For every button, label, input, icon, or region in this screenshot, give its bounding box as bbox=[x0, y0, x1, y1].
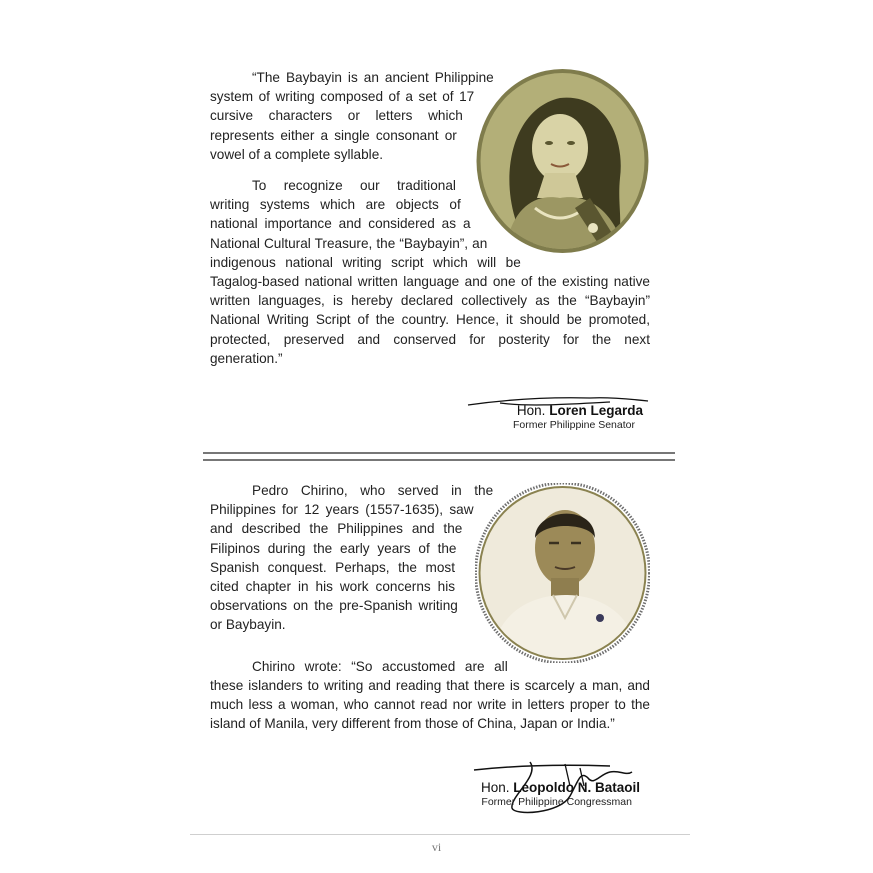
portrait-bataoil bbox=[475, 483, 650, 663]
bataoil-paragraph-2: Chirino wrote: “So accustomed are all these islanders to writing and reading that there is scarcely a man, and much less a woman, who cannot read nor write in letters proper to the island of Manila, very different from those of China, Japan or India.” bbox=[210, 658, 650, 732]
portrait-bataoil-image bbox=[475, 483, 650, 663]
legarda-signature-block bbox=[440, 393, 643, 431]
portrait-legarda bbox=[475, 68, 650, 254]
legarda-paragraph-2: To recognize our traditional writing systems which are objects of national importance and considered as a National Cultural Treasure, the “Baybayin”, an indigenous national writing script which will be Tagalog-based national written language and one of the existing native written languages, is hereby declared collectively as the “Baybayin” National Writing Script of the country. Hence, it should be promoted, protected, preserved and conserved for posterity for the next generation.” bbox=[210, 178, 650, 366]
legarda-name bbox=[440, 403, 643, 418]
bataoil-title: Former Philippine Congressman bbox=[481, 796, 632, 808]
bataoil-name bbox=[430, 780, 640, 795]
legarda-title: Former Philippine Senator bbox=[513, 419, 635, 431]
section-divider bbox=[203, 452, 675, 461]
bataoil-name-bold: Leopoldo N. Bataoil bbox=[513, 780, 640, 795]
quote-section-bataoil bbox=[210, 481, 650, 733]
bataoil-signature-block bbox=[430, 756, 640, 808]
legarda-name-bold: Loren Legarda bbox=[549, 403, 643, 418]
legarda-honorific: Hon. bbox=[516, 403, 546, 418]
bataoil-paragraph-1: Pedro Chirino, who served in the Philippines for 12 years (1557-1635), saw and described the Philippines and the Filipinos during the early years of the Spanish conquest. Perhaps, the most cited chapter in his work concerns his observations on the pre-Spanish writing or Baybayin. bbox=[210, 483, 494, 633]
page-number: vi bbox=[431, 840, 442, 854]
bataoil-honorific: Hon. bbox=[480, 780, 510, 795]
footer-rule bbox=[190, 834, 690, 835]
portrait-legarda-image bbox=[475, 68, 650, 254]
quote-section-legarda bbox=[210, 68, 650, 368]
legarda-paragraph-1: “The Baybayin is an ancient Philippine system of writing composed of a set of 17 cursive characters or letters which represents either a single consonant or vowel of a complete syllable. bbox=[210, 70, 494, 162]
